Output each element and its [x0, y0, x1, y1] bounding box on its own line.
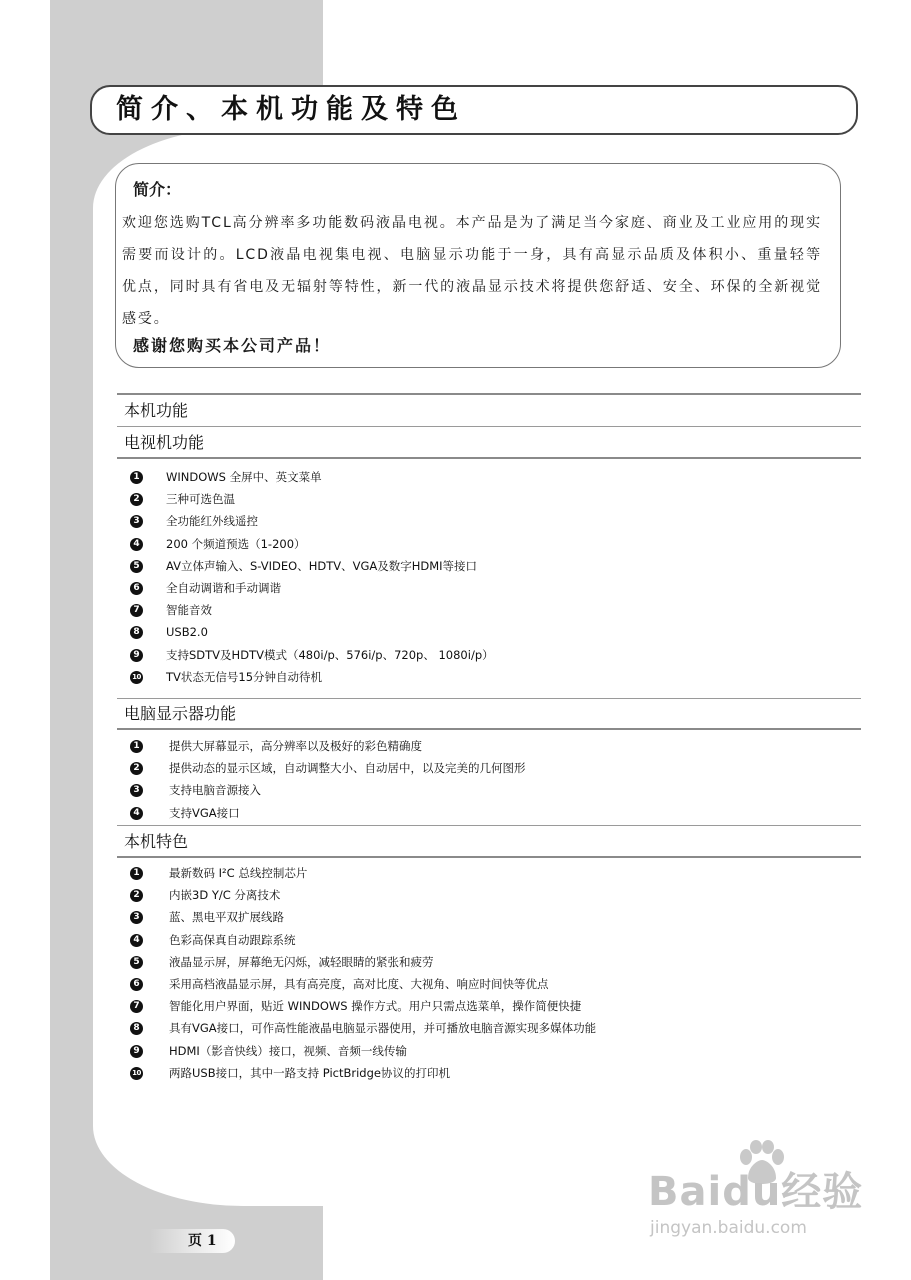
bullet-number: 4 — [130, 807, 143, 820]
item-text: AV立体声输入、S-VIDEO、HDTV、VGA及数字HDMI等接口 — [166, 558, 478, 573]
page-number: 页 1 — [188, 1233, 217, 1249]
item-text: 支持SDTV及HDTV模式（480i/p、576i/p、720p、 1080i/p） — [166, 647, 494, 662]
item-text: 智能化用户界面，贴近 WINDOWS 操作方式。用户只需点选菜单，操作简便快捷 — [169, 999, 582, 1014]
item-text: 液晶显示屏，屏幕绝无闪烁，减轻眼睛的紧张和疲劳 — [169, 954, 434, 969]
divider — [117, 698, 861, 699]
item-text: 支持VGA接口 — [169, 805, 240, 820]
bullet-number: 8 — [130, 1022, 143, 1035]
page-title: 简介、本机功能及特色 — [116, 94, 466, 125]
item-text: 200 个频道预选（1-200） — [166, 536, 306, 551]
item-text: 提供大屏幕显示，高分辨率以及极好的彩色精确度 — [169, 739, 422, 753]
item-text: HDMI（影音快线）接口，视频、音频一线传输 — [169, 1043, 407, 1058]
item-text: 色彩高保真自动跟踪系统 — [169, 932, 296, 947]
item-text: 最新数码 I²C 总线控制芯片 — [169, 866, 308, 880]
bullet-number: 1 — [130, 471, 143, 484]
bullet-number: 5 — [130, 956, 143, 969]
bullet-number: 10 — [130, 671, 143, 684]
bullet-number: 6 — [130, 582, 143, 595]
bullet-number: 1 — [130, 867, 143, 880]
item-text: 两路USB接口，其中一路支持 PictBridge协议的打印机 — [169, 1065, 450, 1080]
item-text: 智能音效 — [166, 603, 212, 618]
item-text: 全自动调谐和手动调谐 — [166, 580, 281, 595]
divider — [117, 457, 861, 459]
divider — [117, 426, 861, 427]
bullet-number: 2 — [130, 493, 143, 506]
section-heading-pc: 电脑显示器功能 — [124, 704, 237, 723]
bullet-number: 2 — [130, 889, 143, 902]
section-heading-functions: 本机功能 — [124, 401, 189, 420]
item-text: 采用高档液晶显示屏，具有高亮度，高对比度、大视角、响应时间快等优点 — [169, 976, 549, 991]
divider — [117, 393, 861, 395]
item-text: 支持电脑音源接入 — [169, 783, 261, 798]
bullet-number: 3 — [130, 515, 143, 528]
bullet-number: 9 — [130, 649, 143, 662]
item-text: 内嵌3D Y/C 分离技术 — [169, 888, 281, 903]
watermark-url: jingyan.baidu.com — [650, 1218, 807, 1238]
item-text: 具有VGA接口，可作高性能液晶电脑显示器使用，并可播放电脑音源实现多媒体功能 — [169, 1021, 597, 1036]
intro-paragraph: 欢迎您选购TCL高分辨率多功能数码液晶电视。本产品是为了满足当今家庭、商业及工业应用的现实需要而设计的。LCD液晶电视集电视、电脑显示功能于一身，具有高显示品质及体积小、重量轻等优点，同时具有省电及无辐射等特性，新一代的液晶显示技术将提供您舒适、安全、环保的全新视觉感受。 — [122, 215, 822, 327]
watermark-logo: Baidu经验 — [648, 1169, 864, 1215]
bullet-number: 8 — [130, 626, 143, 639]
item-text: USB2.0 — [166, 625, 208, 640]
bullet-number: 3 — [130, 911, 143, 924]
bullet-number: 7 — [130, 604, 143, 617]
bullet-number: 3 — [130, 784, 143, 797]
bullet-number: 5 — [130, 560, 143, 573]
bullet-number: 1 — [130, 740, 143, 753]
item-text: 提供动态的显示区域，自动调整大小、自动居中，以及完美的几何图形 — [169, 761, 526, 776]
item-text: TV状态无信号15分钟自动待机 — [166, 669, 323, 684]
bullet-number: 9 — [130, 1045, 143, 1058]
item-text: 三种可选色温 — [166, 492, 235, 507]
section-heading-tv: 电视机功能 — [124, 433, 205, 452]
item-text: 全功能红外线遥控 — [166, 514, 258, 529]
bullet-number: 2 — [130, 762, 143, 775]
divider — [117, 728, 861, 730]
divider — [117, 825, 861, 826]
watermark — [648, 1140, 868, 1245]
section-heading-features: 本机特色 — [124, 832, 189, 851]
item-text: WINDOWS 全屏中、英文菜单 — [166, 470, 322, 484]
item-text: 蓝、黑电平双扩展线路 — [169, 910, 284, 925]
bullet-number: 6 — [130, 978, 143, 991]
bullet-number: 4 — [130, 934, 143, 947]
thanks-line: 感谢您购买本公司产品！ — [133, 336, 332, 355]
bullet-number: 4 — [130, 538, 143, 551]
bullet-number: 10 — [130, 1067, 143, 1080]
intro-heading: 简介： — [133, 180, 182, 199]
divider — [117, 856, 861, 858]
bullet-number: 7 — [130, 1000, 143, 1013]
